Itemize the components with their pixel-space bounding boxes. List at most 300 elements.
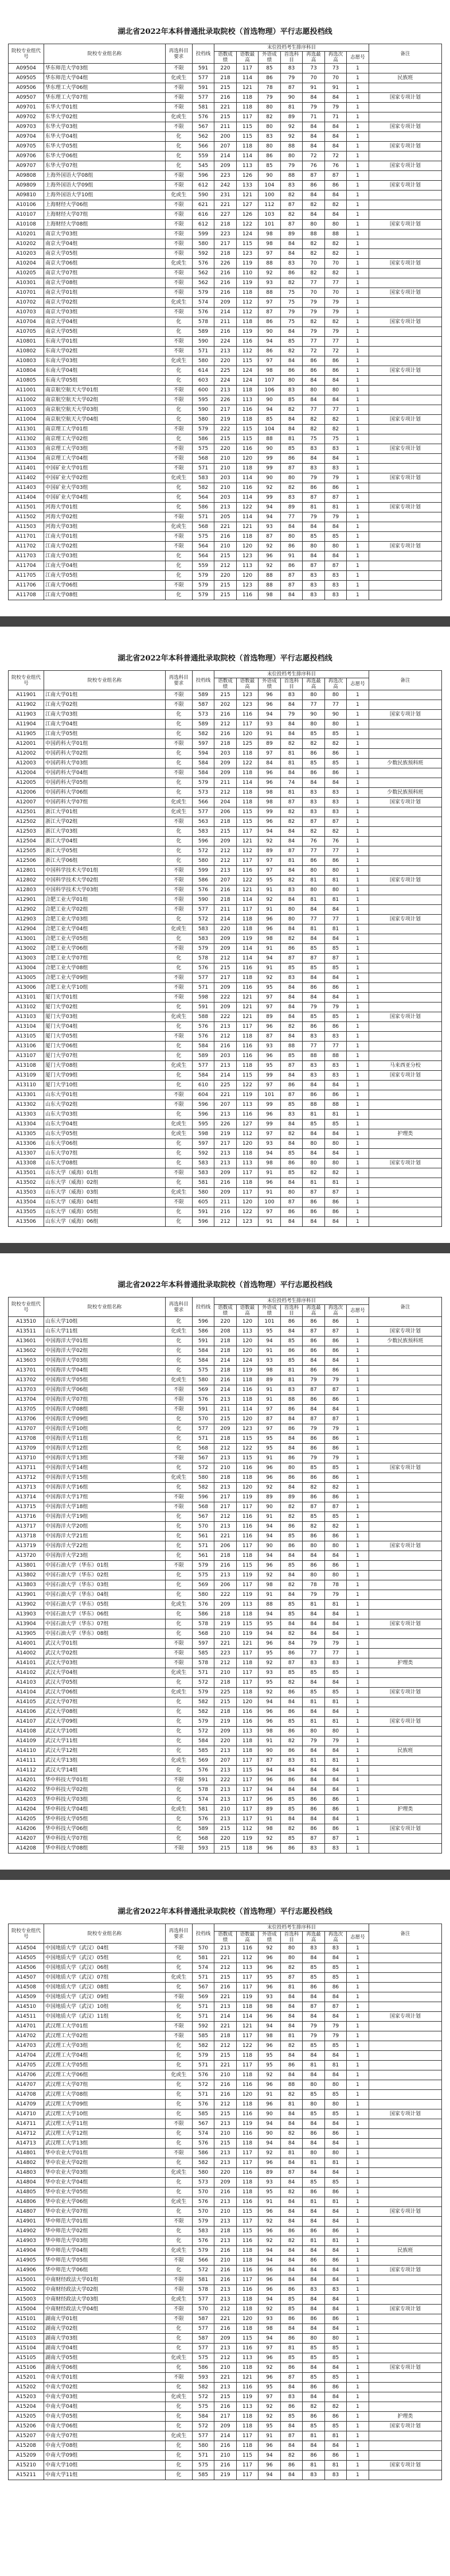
row-pref: 1 — [347, 503, 369, 512]
row-code: A11304 — [9, 454, 44, 464]
row-chosen-max: 86 — [303, 1795, 324, 1805]
row-chinese-math: 207 — [214, 1100, 236, 1110]
row-chinese-math-max: 118 — [236, 2070, 258, 2080]
table-row — [9, 768, 442, 778]
row-chinese-math: 217 — [214, 1493, 236, 1502]
row-chinese-math: 214 — [214, 2431, 236, 2441]
row-subject: 化 — [165, 788, 192, 798]
row-chosen-2: 81 — [324, 1178, 346, 1188]
row-physics: 83 — [280, 181, 302, 191]
row-chinese-math: 213 — [214, 386, 236, 395]
row-name: 武汉理工大学11组 — [44, 2119, 166, 2129]
row-chinese-math-max: 118 — [236, 2295, 258, 2305]
row-pref: 1 — [347, 1844, 369, 1854]
row-chinese-math: 212 — [214, 1032, 236, 1042]
row-foreign: 99 — [259, 807, 280, 817]
row-foreign: 94 — [259, 2295, 280, 2305]
row-chinese-math: 213 — [214, 1795, 236, 1805]
row-chinese-math: 218 — [214, 1473, 236, 1483]
table-row — [9, 1815, 442, 1824]
row-code: A10106 — [9, 200, 44, 210]
row-chinese-math: 209 — [214, 768, 236, 778]
row-name: 武汉大学09组 — [44, 1717, 166, 1727]
row-chinese-math-max: 117 — [236, 2148, 258, 2158]
row-name: 南京航空航天大学04组 — [44, 415, 166, 425]
row-note — [369, 1366, 441, 1376]
row-foreign: 94 — [259, 1766, 280, 1775]
row-subject: 化 — [165, 483, 192, 493]
row-chinese-math-max: 114 — [236, 512, 258, 522]
row-note — [369, 2041, 441, 2051]
row-chinese-math-max: 118 — [236, 1844, 258, 1854]
row-code: A12003 — [9, 759, 44, 768]
table-row — [9, 1473, 442, 1483]
row-note — [369, 1590, 441, 1600]
row-chinese-math: 218 — [214, 220, 236, 230]
row-code: A14511 — [9, 2012, 44, 2022]
row-code: A13003 — [9, 954, 44, 963]
row-chosen-max: 86 — [303, 2129, 324, 2139]
row-note: 国家专项计划 — [369, 1463, 441, 1473]
row-physics: 86 — [280, 269, 302, 278]
row-code: A13710 — [9, 1454, 44, 1463]
row-score: 585 — [192, 2470, 214, 2480]
row-chinese-math: 209 — [214, 759, 236, 768]
row-chinese-math: 217 — [214, 2412, 236, 2422]
row-subject: 不限 — [165, 230, 192, 239]
row-chosen-2: 86 — [324, 1207, 346, 1217]
row-code: A14110 — [9, 1746, 44, 1756]
table-row — [9, 973, 442, 983]
row-physics: 87 — [280, 1198, 302, 1207]
row-chosen-2: 84 — [324, 1551, 346, 1561]
table-row — [9, 1795, 442, 1805]
row-score: 561 — [192, 1532, 214, 1541]
table-row — [9, 93, 442, 103]
row-physics: 84 — [280, 1120, 302, 1129]
row-chinese-math: 203 — [214, 1051, 236, 1061]
row-note: 国家专项计划 — [369, 288, 441, 298]
row-subject: 化 — [165, 1346, 192, 1356]
row-subject: 化 — [165, 1717, 192, 1727]
table-row — [9, 2022, 442, 2031]
row-chinese-math: 205 — [214, 512, 236, 522]
row-pref: 1 — [347, 2266, 369, 2275]
row-physics: 84 — [280, 1217, 302, 1227]
row-foreign: 94 — [259, 1697, 280, 1707]
row-chinese-math: 210 — [214, 1629, 236, 1639]
row-chinese-math-max: 116 — [236, 1717, 258, 1727]
row-name: 中国药科大学01组 — [44, 739, 166, 749]
row-chinese-math-max: 118 — [236, 142, 258, 151]
row-note — [369, 561, 441, 571]
row-chosen-max: 80 — [303, 2148, 324, 2158]
row-chinese-math: 215 — [214, 2051, 236, 2061]
row-name: 中南大学11组 — [44, 2470, 166, 2480]
row-pref: 1 — [347, 1522, 369, 1532]
row-score: 571 — [192, 983, 214, 993]
row-pref: 1 — [347, 2158, 369, 2168]
table-row — [9, 954, 442, 963]
row-name: 南京航空航天大学01组 — [44, 386, 166, 395]
header-pref: 志愿号 — [347, 1932, 369, 1944]
row-score: 579 — [192, 778, 214, 788]
row-subject: 不限 — [165, 817, 192, 827]
row-pref: 1 — [347, 122, 369, 132]
table-row — [9, 1571, 442, 1580]
row-chosen-max: 88 — [303, 1100, 324, 1110]
row-chinese-math: 221 — [214, 103, 236, 112]
row-score: 577 — [192, 73, 214, 83]
row-subject: 化 — [165, 720, 192, 729]
row-chosen-max: 86 — [303, 2314, 324, 2324]
row-foreign: 89 — [259, 846, 280, 856]
row-chinese-math-max: 118 — [236, 973, 258, 983]
row-pref: 1 — [347, 846, 369, 856]
row-chinese-math: 223 — [214, 171, 236, 181]
row-physics: 84 — [280, 2441, 302, 2451]
row-foreign: 91 — [259, 729, 280, 739]
row-note — [369, 690, 441, 700]
row-chinese-math: 221 — [214, 1992, 236, 2002]
row-chosen-2: 83 — [324, 807, 346, 817]
row-subject: 化或生 — [165, 298, 192, 308]
row-chinese-math-max: 113 — [236, 161, 258, 171]
row-chosen-2: 86 — [324, 1317, 346, 1327]
row-note — [369, 768, 441, 778]
row-subject: 化或生 — [165, 2392, 192, 2402]
row-pref: 1 — [347, 944, 369, 954]
row-note — [369, 1473, 441, 1483]
row-score: 566 — [192, 142, 214, 151]
row-note — [369, 2080, 441, 2090]
row-pref: 1 — [347, 1051, 369, 1061]
row-chosen-max: 81 — [303, 1717, 324, 1727]
row-subject: 不限 — [165, 2314, 192, 2324]
row-name: 中国药科大学03组 — [44, 759, 166, 768]
row-chinese-math: 220 — [214, 1736, 236, 1746]
row-score: 597 — [192, 1639, 214, 1649]
row-code: A13705 — [9, 1405, 44, 1415]
row-score: 582 — [192, 729, 214, 739]
row-foreign: 85 — [259, 415, 280, 425]
row-code: A13712 — [9, 1473, 44, 1483]
row-chinese-math: 213 — [214, 2217, 236, 2227]
row-pref: 1 — [347, 93, 369, 103]
row-subject: 不限 — [165, 464, 192, 473]
row-pref: 1 — [347, 2373, 369, 2383]
row-score: 568 — [192, 522, 214, 532]
row-code: A13717 — [9, 1522, 44, 1532]
row-pref: 1 — [347, 2461, 369, 2470]
row-chosen-max: 85 — [303, 1463, 324, 1473]
row-chosen-max: 84 — [303, 191, 324, 200]
row-chinese-math: 213 — [214, 1746, 236, 1756]
row-pref: 1 — [347, 1600, 369, 1610]
row-score: 597 — [192, 739, 214, 749]
row-chosen-2: 84 — [324, 1953, 346, 1963]
row-name: 江南大学03组 — [44, 710, 166, 720]
row-chosen-2: 87 — [324, 1327, 346, 1336]
row-subject: 不限 — [165, 1032, 192, 1042]
row-subject: 不限 — [165, 1844, 192, 1854]
row-chinese-math-max: 122 — [236, 759, 258, 768]
row-chosen-max: 84 — [303, 934, 324, 944]
row-pref: 1 — [347, 1619, 369, 1629]
row-score: 594 — [192, 749, 214, 759]
row-physics: 86 — [280, 1405, 302, 1415]
row-chosen-2: 85 — [324, 944, 346, 954]
row-foreign: 101 — [259, 1317, 280, 1327]
row-name: 江南大学04组 — [44, 561, 166, 571]
table-row — [9, 239, 442, 249]
row-score: 567 — [192, 1512, 214, 1522]
row-subject: 化 — [165, 2090, 192, 2100]
row-foreign: 87 — [259, 1756, 280, 1766]
row-chinese-math: 220 — [214, 924, 236, 934]
table-row — [9, 366, 442, 376]
row-note — [369, 924, 441, 934]
row-code: A13801 — [9, 1561, 44, 1571]
table-row — [9, 1727, 442, 1736]
row-subject: 化 — [165, 2051, 192, 2061]
row-score: 596 — [192, 1217, 214, 1227]
row-code: A14001 — [9, 1639, 44, 1649]
row-pref: 1 — [347, 112, 369, 122]
row-chosen-max: 79 — [303, 1639, 324, 1649]
table-row — [9, 2129, 442, 2139]
row-note — [369, 1434, 441, 1444]
row-score: 571 — [192, 1541, 214, 1551]
row-physics: 85 — [280, 1149, 302, 1159]
row-chinese-math: 216 — [214, 1983, 236, 1992]
row-score: 579 — [192, 1561, 214, 1571]
row-pref: 1 — [347, 983, 369, 993]
row-subject: 化 — [165, 749, 192, 759]
table-row — [9, 876, 442, 885]
row-chosen-2: 83 — [324, 1944, 346, 1953]
row-chosen-2: 70 — [324, 288, 346, 298]
row-pref: 1 — [347, 2305, 369, 2314]
row-note — [369, 2236, 441, 2246]
row-physics: 84 — [280, 827, 302, 837]
row-subject: 化 — [165, 1795, 192, 1805]
row-name: 江南大学05组 — [44, 571, 166, 581]
row-chinese-math-max: 117 — [236, 2431, 258, 2441]
row-chinese-math: 222 — [214, 1775, 236, 1785]
row-chinese-math: 218 — [214, 1707, 236, 1717]
table-row — [9, 1463, 442, 1473]
row-name: 中国地质大学（武汉）09组 — [44, 1992, 166, 2002]
row-subject: 不限 — [165, 581, 192, 590]
row-subject: 不限 — [165, 2119, 192, 2129]
row-chinese-math-max: 118 — [236, 1610, 258, 1619]
row-chosen-max: 84 — [303, 2168, 324, 2178]
row-name: 河海大学03组 — [44, 522, 166, 532]
table-row — [9, 2305, 442, 2314]
row-subject: 化 — [165, 963, 192, 973]
row-chosen-max: 84 — [303, 1405, 324, 1415]
row-name: 中国地质大学（武汉）06组 — [44, 1963, 166, 1973]
row-foreign: 96 — [259, 1022, 280, 1032]
row-chosen-2: 84 — [324, 2207, 346, 2217]
table-row — [9, 2461, 442, 2470]
table-row — [9, 454, 442, 464]
row-chosen-2: 85 — [324, 2090, 346, 2100]
table-row — [9, 895, 442, 905]
row-physics: 84 — [280, 522, 302, 532]
row-chosen-2: 79 — [324, 512, 346, 522]
row-name: 南京大学03组 — [44, 308, 166, 317]
row-chosen-max: 86 — [303, 856, 324, 866]
row-physics: 82 — [280, 1824, 302, 1834]
row-pref: 1 — [347, 798, 369, 807]
row-foreign: 93 — [259, 1668, 280, 1678]
row-chosen-max: 80 — [303, 1139, 324, 1149]
row-name: 厦门大学09组 — [44, 1071, 166, 1081]
row-subject: 化 — [165, 1424, 192, 1434]
row-chinese-math-max: 117 — [236, 1678, 258, 1688]
table-row — [9, 522, 442, 532]
row-subject: 不限 — [165, 1493, 192, 1502]
row-chosen-max: 84 — [303, 395, 324, 405]
row-chinese-math: 212 — [214, 2305, 236, 2314]
row-chinese-math-max: 118 — [236, 317, 258, 327]
row-physics: 84 — [280, 2158, 302, 2168]
row-chinese-math: 209 — [214, 1727, 236, 1736]
row-code: A14703 — [9, 2041, 44, 2051]
row-name: 中国科学技术大学01组 — [44, 866, 166, 876]
row-code: A13719 — [9, 1541, 44, 1551]
row-chosen-max: 84 — [303, 973, 324, 983]
row-name: 中国海洋大学16组 — [44, 1483, 166, 1493]
row-chosen-max: 86 — [303, 1395, 324, 1405]
row-foreign: 91 — [259, 1454, 280, 1463]
row-chosen-max: 86 — [303, 1022, 324, 1032]
row-chinese-math-max: 115 — [236, 1766, 258, 1775]
row-score: 595 — [192, 1120, 214, 1129]
row-name: 华中师范大学05组 — [44, 2256, 166, 2266]
row-score: 571 — [192, 2012, 214, 2022]
row-note: 国家专项计划 — [369, 1688, 441, 1697]
row-name: 江南大学03组 — [44, 551, 166, 561]
row-chinese-math: 213 — [214, 2119, 236, 2129]
row-name: 武汉理工大学04组 — [44, 2051, 166, 2061]
row-note — [369, 1736, 441, 1746]
row-chinese-math-max: 116 — [236, 866, 258, 876]
row-score: 567 — [192, 1454, 214, 1463]
row-note — [369, 2431, 441, 2441]
row-subject: 化 — [165, 161, 192, 171]
row-subject: 化 — [165, 1551, 192, 1561]
row-score: 592 — [192, 249, 214, 259]
row-pref: 1 — [347, 1042, 369, 1051]
row-name: 厦门大学07组 — [44, 1051, 166, 1061]
row-chinese-math-max: 117 — [236, 64, 258, 73]
row-code: A14208 — [9, 1844, 44, 1854]
row-pref: 1 — [347, 1473, 369, 1483]
row-chinese-math-max: 120 — [236, 454, 258, 464]
header-score: 投档线 — [192, 671, 214, 690]
row-name: 山东大学02组 — [44, 1100, 166, 1110]
row-note — [369, 2100, 441, 2109]
row-foreign: 99 — [259, 454, 280, 464]
row-chosen-max: 84 — [303, 122, 324, 132]
row-physics: 80 — [280, 1463, 302, 1473]
row-chosen-2: 82 — [324, 827, 346, 837]
row-score: 591 — [192, 1336, 214, 1346]
row-pref: 1 — [347, 64, 369, 73]
table-row — [9, 1502, 442, 1512]
row-chosen-max: 86 — [303, 1532, 324, 1541]
row-name: 中国药科大学02组 — [44, 749, 166, 759]
row-chosen-2: 79 — [324, 1424, 346, 1434]
row-name: 上海财经大学07组 — [44, 210, 166, 220]
row-physics: 86 — [280, 454, 302, 464]
row-chinese-math: 203 — [214, 749, 236, 759]
row-chosen-max: 83 — [303, 807, 324, 817]
table-row — [9, 1366, 442, 1376]
row-foreign: 92 — [259, 542, 280, 551]
table-row — [9, 2139, 442, 2148]
row-subject: 不限 — [165, 1561, 192, 1571]
header-code: 院校专业组代号 — [9, 1297, 44, 1317]
row-code: A14902 — [9, 2227, 44, 2236]
row-chosen-max: 83 — [303, 1658, 324, 1668]
row-pref: 1 — [347, 386, 369, 395]
table-row — [9, 915, 442, 924]
row-score: 562 — [192, 278, 214, 288]
row-physics: 84 — [280, 2197, 302, 2207]
row-name: 山东大学03组 — [44, 1110, 166, 1120]
row-score: 575 — [192, 444, 214, 454]
row-chinese-math: 210 — [214, 2363, 236, 2373]
row-chosen-2: 82 — [324, 200, 346, 210]
row-chinese-math-max: 120 — [236, 729, 258, 739]
row-chinese-math: 221 — [214, 200, 236, 210]
table-row — [9, 2031, 442, 2041]
row-name: 中南财经政法大学03组 — [44, 2295, 166, 2305]
row-subject: 化 — [165, 1483, 192, 1493]
row-name: 湖南大学02组 — [44, 2324, 166, 2334]
row-chosen-2: 81 — [324, 2158, 346, 2168]
row-physics: 82 — [280, 1022, 302, 1032]
row-physics: 81 — [280, 788, 302, 798]
row-chosen-2: 85 — [324, 1512, 346, 1522]
row-chosen-2: 84 — [324, 93, 346, 103]
row-chosen-2: 84 — [324, 2441, 346, 2451]
row-chinese-math: 216 — [214, 278, 236, 288]
row-chosen-max: 77 — [303, 915, 324, 924]
row-chinese-math-max: 115 — [236, 1434, 258, 1444]
row-code: A13001 — [9, 934, 44, 944]
row-chosen-2: 84 — [324, 1766, 346, 1775]
row-name: 华中科技大学01组 — [44, 1775, 166, 1785]
row-chosen-max: 87 — [303, 2002, 324, 2012]
row-chinese-math-max: 118 — [236, 749, 258, 759]
row-chinese-math-max: 114 — [236, 778, 258, 788]
row-foreign: 96 — [259, 1178, 280, 1188]
row-name: 武汉理工大学01组 — [44, 2022, 166, 2031]
row-name: 武汉理工大学02组 — [44, 2031, 166, 2041]
header-code: 院校专业组代号 — [9, 1924, 44, 1944]
table-row — [9, 1012, 442, 1022]
row-score: 603 — [192, 376, 214, 386]
row-score: 587 — [192, 2314, 214, 2324]
table-row — [9, 2295, 442, 2305]
row-chinese-math-max: 117 — [236, 112, 258, 122]
row-subject: 化 — [165, 376, 192, 386]
